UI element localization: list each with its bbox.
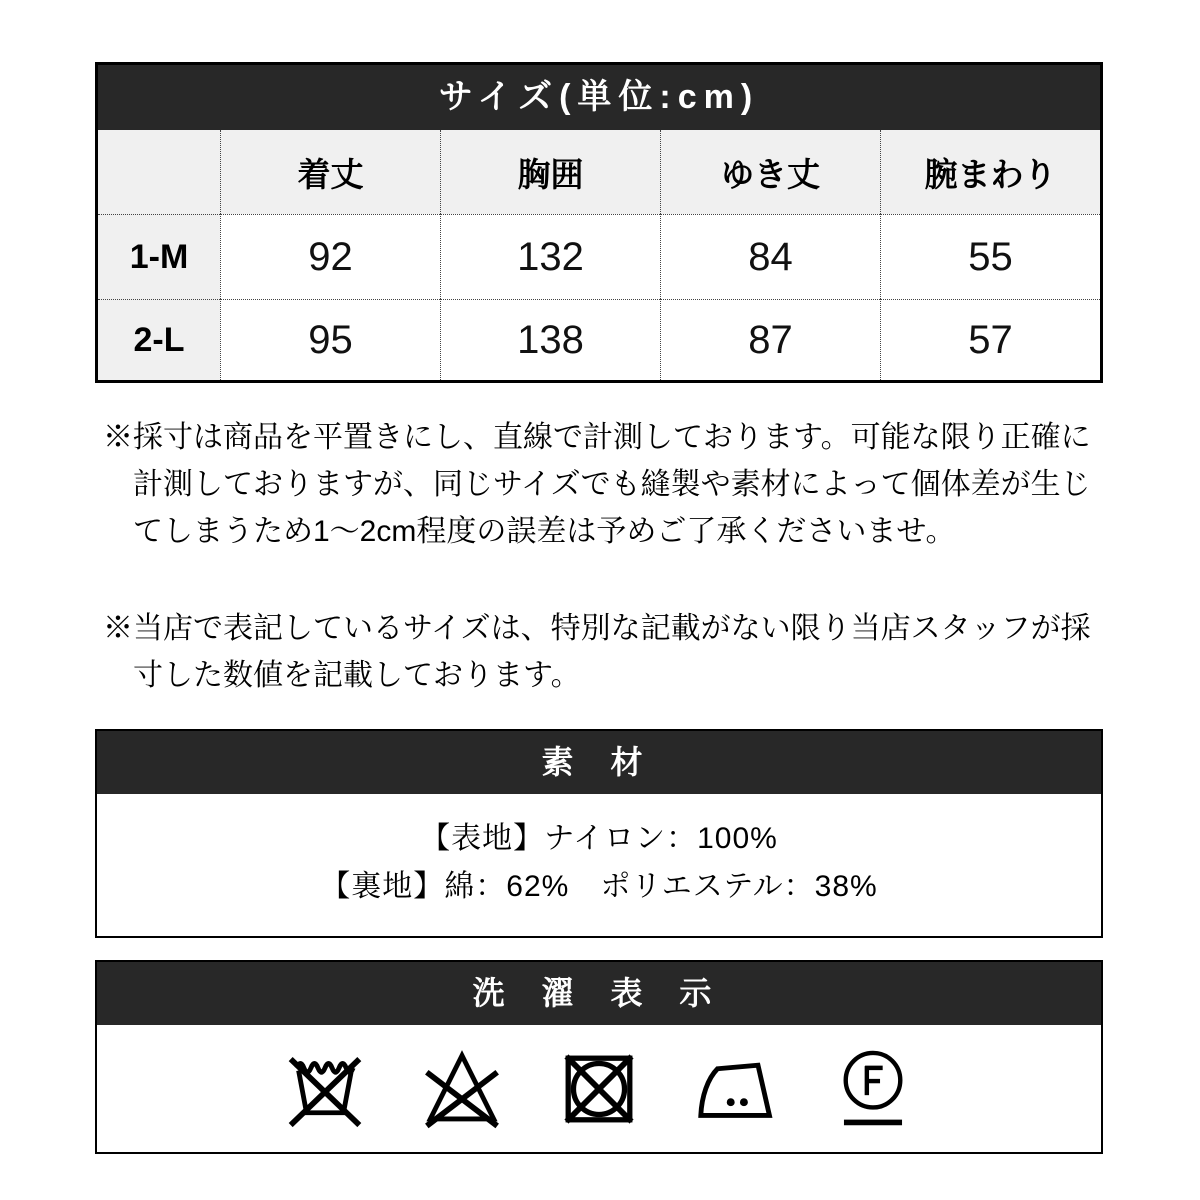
do-not-wash-icon: [281, 1045, 369, 1133]
note-line: 計測しておりますが、同じサイズでも縫製や素材によって個体差が生じ: [133, 468, 1091, 501]
row-label-2l: 2-L: [98, 299, 220, 380]
column-header-kyoui: 胸囲: [440, 130, 660, 214]
note-line: てしまうため1～2cm程度の誤差は予めご了承くださいませ。: [133, 515, 956, 548]
table-cell: 138: [440, 299, 660, 380]
column-header-yukitake: ゆき丈: [660, 130, 880, 214]
table-cell: 92: [220, 214, 440, 299]
measurement-notes: [95, 414, 1103, 699]
material-section: [95, 729, 1103, 938]
material-body: [97, 794, 1101, 936]
material-outer-fabric: 【表地】ナイロン：100%: [420, 822, 778, 855]
washing-section: [95, 960, 1103, 1154]
corner-cell: [98, 130, 220, 214]
size-section: [95, 62, 1103, 383]
column-header-kitake: 着丈: [220, 130, 440, 214]
dry-clean-F-icon: [829, 1045, 917, 1133]
note-line: ※採寸は商品を平置きにし、直線で計測しております。可能な限り正確に: [103, 421, 1091, 454]
note-line: 寸した数値を記載しております。: [133, 659, 581, 692]
iron-two-dots-icon: [692, 1045, 780, 1133]
size-section-title: サイズ(単位:cm): [98, 65, 1100, 130]
column-header-udemawari: 腕まわり: [880, 130, 1100, 214]
row-label-1m: 1-M: [98, 214, 220, 299]
do-not-tumble-dry-icon: [555, 1045, 643, 1133]
table-cell: 95: [220, 299, 440, 380]
material-section-title: 素 材: [97, 731, 1101, 794]
material-lining: 【裏地】綿：62% ポリエステル：38%: [320, 870, 878, 903]
note-measurement-tolerance: [103, 414, 1103, 555]
table-cell: 57: [880, 299, 1100, 380]
note-line: ※当店で表記しているサイズは、特別な記載がない限り当店スタッフが採: [103, 612, 1091, 645]
table-cell: 87: [660, 299, 880, 380]
size-table: [98, 130, 1100, 380]
table-cell: 132: [440, 214, 660, 299]
do-not-bleach-icon: [418, 1045, 506, 1133]
table-cell: 84: [660, 214, 880, 299]
table-cell: 55: [880, 214, 1100, 299]
note-staff-measured: [103, 605, 1103, 699]
washing-section-title: 洗 濯 表 示: [97, 962, 1101, 1025]
care-symbols-row: [97, 1025, 1101, 1152]
